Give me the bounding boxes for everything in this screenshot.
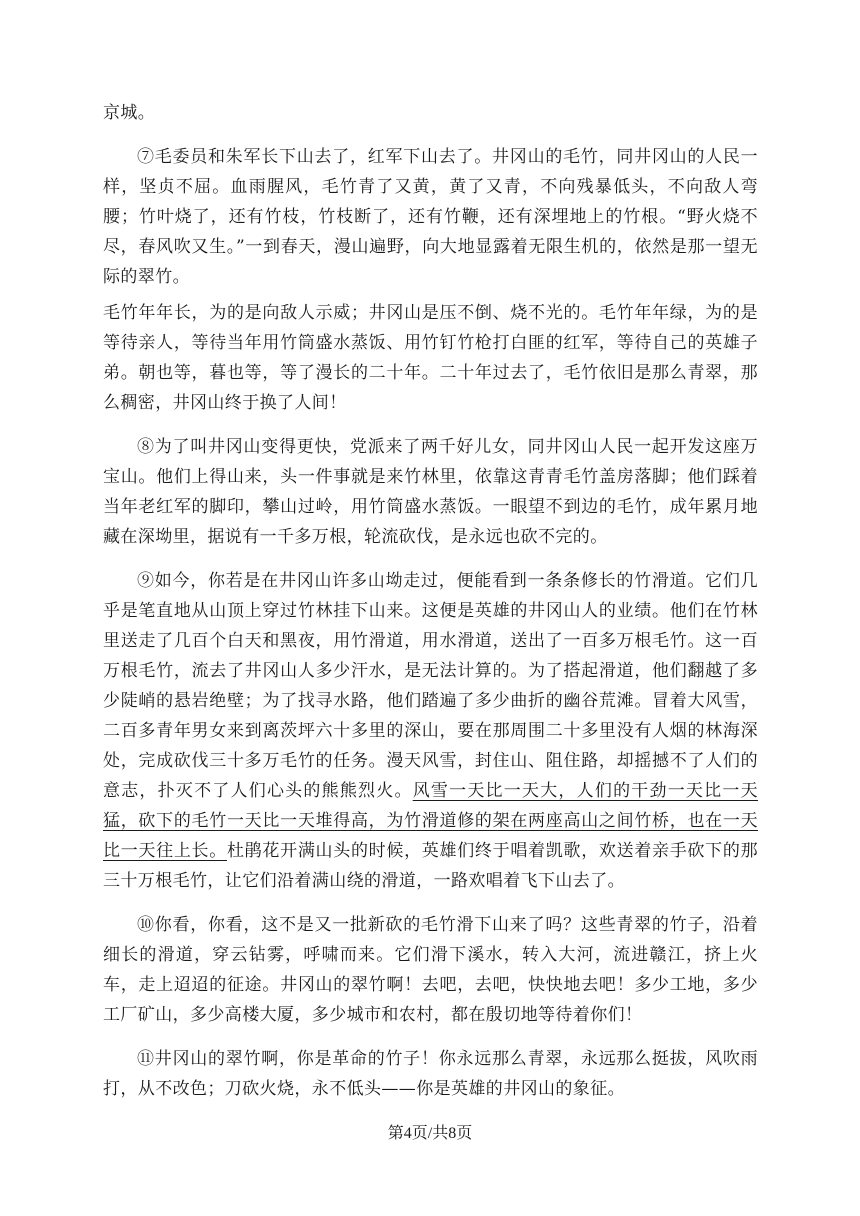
paragraph-9-text-after: 杜鹃花开满山头的时候，英雄们终于唱着凯歌，欢送着亲手砍下的那三十万根毛竹，让它们沿着满山绕的滑道，一路欢唱着飞下山去了。	[103, 841, 758, 891]
underlined-sentence: 风雪一天比一天大，人们的干劲一天比一天猛，砍下的毛竹一天比一天堆得高，为竹滑道修的架在两座高山之间竹桥，也在一天比一天往上长。	[103, 781, 758, 861]
paragraph-8: ⑧为了叫井冈山变得更快，党派来了两千好儿女，同井冈山人民一起开发这座万宝山。他们上得山来，头一件事就是来竹林里，依靠这青青毛竹盖房落脚；他们踩着当年老红军的脚印，攀山过岭，用竹筒盛水蒸饭。一眼望不到边的毛竹，成年累月地藏在深坳里，据说有一千多万根，轮流砍伐，是永远也砍不完的。	[103, 437, 758, 547]
paragraph-continuation: 京城。	[103, 103, 156, 123]
paragraph-7-continued: 毛竹年年长，为的是向敌人示威；井冈山是压不倒、烧不光的。毛竹年年绿，为的是等待亲人，等待当年用竹筒盛水蒸饭、用竹钉竹枪打白匪的红军，等待自己的英雄子弟。朝也等，暮也等，等了漫长的二十年。二十年过去了，毛竹依旧是那么青翠，那么稠密，井冈山终于换了人间！	[103, 303, 758, 413]
paragraph-7: ⑦毛委员和朱军长下山去了，红军下山去了。井冈山的毛竹，同井冈山的人民一样，坚贞不屈。血雨腥风，毛竹青了又黄，黄了又青，不向残暴低头，不向敌人弯腰；竹叶烧了，还有竹枝，竹枝断了，还有竹鞭，还有深埋地上的竹根。“野火烧不尽，春风吹又生。”一到春天，漫山遍野，向大地显露着无限生机的，依然是那一望无际的翠竹。	[103, 147, 758, 287]
paragraph-9	[103, 566, 758, 896]
page-number: 第4页/共8页	[387, 1125, 473, 1142]
paragraph-9-text-before: ⑨如今，你若是在井冈山许多山坳走过，便能看到一条条修长的竹滑道。它们几乎是笔直地从山顶上穿过竹林挂下山来。这便是英雄的井冈山人的业绩。他们在竹林里送走了几百个白天和黑夜，用竹滑道，用水滑道，送出了一百多万根毛竹。这一百万根毛竹，流去了井冈山人多少汗水，是无法计算的。为了搭起滑道，他们翻越了多少陡峭的悬岩绝壁；为了找寻水路，他们踏遍了多少曲折的幽谷荒滩。冒着大风雪，二百多青年男女来到离茨坪六十多里的深山，要在那周围二十多里没有人烟的林海深处，完成砍伐三十多万毛竹的任务。漫天风雪，封住山、阻住路，却摇撼不了人们的意志，扑灭不了人们心头的熊熊烈火。	[103, 571, 758, 801]
paragraph-11: ⑪井冈山的翠竹啊，你是革命的竹子！你永远那么青翠，永远那么挺拔，风吹雨打，从不改色；刀砍火烧，永不低头——你是英雄的井冈山的象征。	[103, 1049, 758, 1099]
paragraph-10: ⑩你看，你看，这不是又一批新砍的毛竹滑下山来了吗？这些青翠的竹子，沿着细长的滑道，穿云钻雾，呼啸而来。它们滑下溪水，转入大河，流进赣江，挤上火车，走上迢迢的征途。井冈山的翠竹啊！去吧，去吧，快快地去吧！多少工地，多少工厂矿山，多少高楼大厦，多少城市和农村，都在殷切地等待着你们！	[103, 915, 758, 1025]
article-body	[103, 98, 758, 1118]
